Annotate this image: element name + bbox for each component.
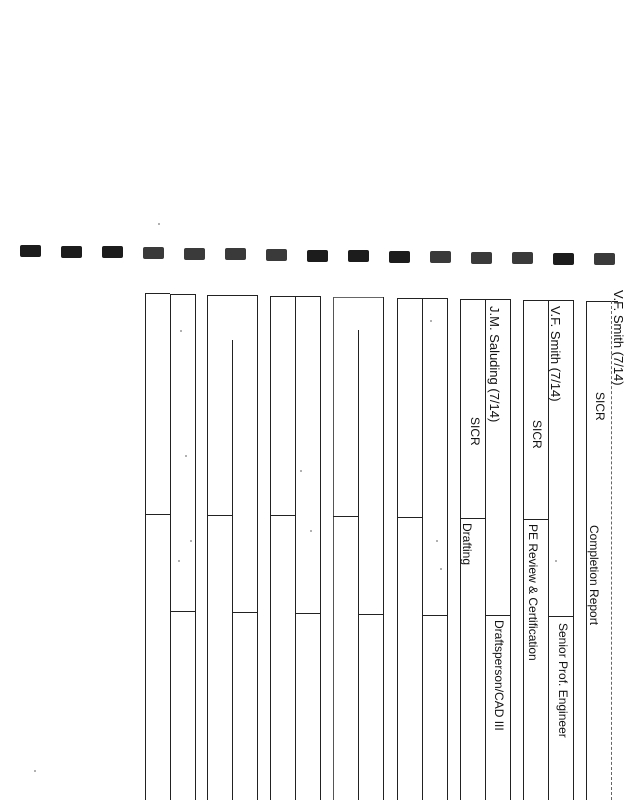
column-line	[170, 294, 171, 800]
column-line	[257, 295, 258, 800]
column-line	[207, 295, 208, 800]
task-label: Drafting	[460, 523, 474, 566]
cell-divider	[145, 514, 170, 515]
punch-mark	[389, 251, 410, 263]
cell-divider	[422, 615, 447, 616]
cell-divider	[333, 516, 358, 517]
punch-mark	[184, 248, 205, 260]
role-label: Draftsperson/CAD III	[492, 620, 506, 731]
cell-edge	[207, 295, 257, 296]
task-label: Completion Report	[587, 525, 601, 626]
punch-mark	[471, 252, 492, 264]
column-line	[270, 296, 271, 800]
cell-divider	[485, 615, 510, 616]
column-line	[195, 294, 196, 800]
punch-mark	[553, 253, 574, 265]
column-line	[510, 299, 511, 800]
cell-divider	[207, 515, 232, 516]
column-line	[145, 293, 146, 800]
punch-mark	[225, 248, 246, 260]
column-line	[383, 297, 384, 800]
punch-mark	[266, 249, 287, 261]
column-line	[523, 300, 524, 800]
cell-divider	[270, 515, 295, 516]
task-label: PE Review & Certification	[526, 524, 540, 661]
cell-edge	[145, 293, 170, 294]
cell-divider	[397, 517, 422, 518]
department-code: SICR	[468, 417, 482, 446]
column-line	[295, 296, 296, 800]
punch-mark	[307, 250, 328, 262]
punch-mark	[348, 250, 369, 262]
department-code: SICR	[530, 420, 544, 449]
punch-mark	[143, 247, 164, 259]
punch-mark	[102, 246, 123, 258]
cell-divider	[523, 519, 548, 520]
cell-divider	[232, 612, 257, 613]
cell-divider	[460, 518, 485, 519]
punch-mark	[594, 253, 615, 265]
cell-divider	[295, 613, 320, 614]
column-line	[232, 340, 233, 800]
column-line	[333, 297, 334, 800]
role-label: Senior Prof. Engineer	[556, 623, 570, 738]
punch-mark	[512, 252, 533, 264]
cell-divider	[548, 616, 573, 617]
cell-divider	[358, 614, 383, 615]
column-line	[320, 296, 321, 800]
cell-divider	[170, 611, 195, 612]
column-line	[422, 298, 423, 800]
punch-mark	[61, 246, 82, 258]
column-line	[397, 298, 398, 800]
person-name: J.M. Saluding (7/14)	[487, 306, 502, 423]
column-line	[573, 300, 574, 800]
punch-mark	[430, 251, 451, 263]
person-name: V.F. Smith (7/14)	[611, 290, 626, 386]
person-name: V.F. Smith (7/14)	[548, 306, 563, 402]
column-line	[447, 298, 448, 800]
column-line	[485, 299, 486, 800]
cell-edge	[333, 297, 383, 298]
punch-mark	[20, 245, 41, 257]
column-line	[358, 330, 359, 800]
cell-edge	[170, 294, 195, 295]
department-code: SICR	[593, 392, 607, 421]
